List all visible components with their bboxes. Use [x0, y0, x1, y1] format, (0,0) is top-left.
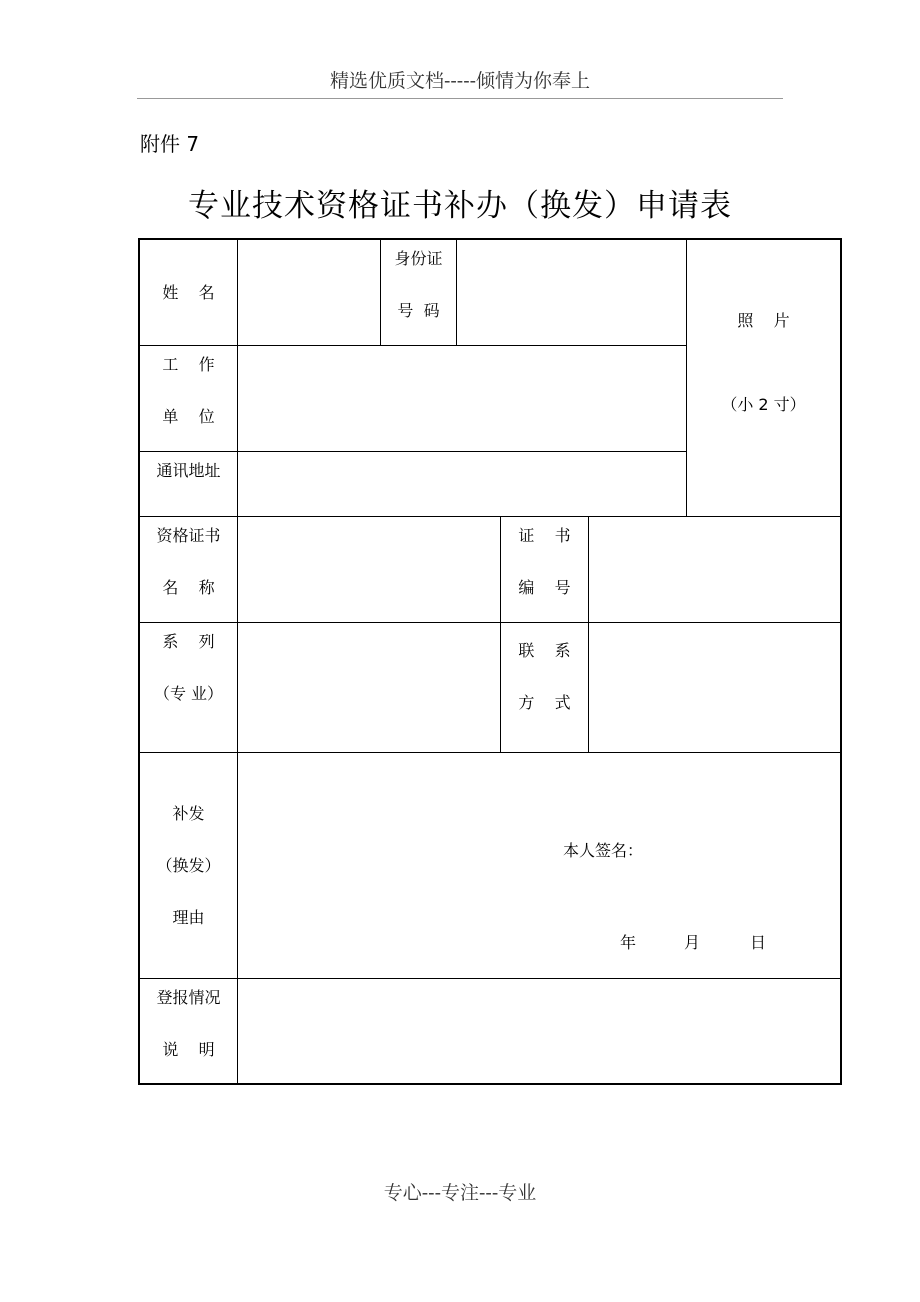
announcement-status-label-cell [140, 979, 237, 1083]
date-month-label: 月 [684, 933, 701, 952]
photo-cell [687, 240, 840, 516]
table-border-right [840, 238, 842, 1085]
table-border-bottom [138, 1083, 842, 1085]
series-label-cell [140, 623, 237, 752]
id-number-label-line1: 身份证 [394, 249, 443, 268]
page-header-text: 精选优质文档-----倾情为你奉上 [329, 70, 591, 92]
certificate-number-input[interactable] [589, 517, 840, 622]
series-label-line1: 系 列 [162, 632, 215, 651]
signature-label: 本人签名： [563, 841, 644, 860]
certificate-number-label-line1: 证 书 [518, 526, 571, 545]
announcement-status-label-line1: 登报情况 [156, 988, 221, 1007]
form-title: 专业技术资格证书补办（换发）申请表 [188, 188, 732, 224]
announcement-status-label-line2: 说 明 [162, 1040, 215, 1059]
photo-size-label: （小 2 寸） [721, 395, 806, 414]
announcement-status-input[interactable] [238, 979, 840, 1083]
certificate-number-label-line2: 编 号 [518, 578, 571, 597]
certificate-name-label-line1: 资格证书 [156, 526, 221, 545]
application-form-table [138, 238, 842, 1085]
certificate-name-label-cell [140, 517, 237, 622]
address-label-cell [140, 452, 237, 516]
work-unit-label-line2: 单 位 [162, 407, 215, 426]
reason-label-cell [140, 753, 237, 978]
certificate-name-input[interactable] [238, 517, 500, 622]
reason-label-line1: 补发 [172, 803, 205, 823]
id-number-input[interactable] [457, 240, 686, 345]
date-day-label: 日 [750, 933, 767, 952]
series-label-line2: （专 业） [153, 684, 224, 703]
name-label-cell [140, 240, 237, 345]
certificate-name-label-line2: 名 称 [162, 578, 215, 597]
contact-input[interactable] [589, 623, 840, 752]
reason-label-line2: （换发） [156, 855, 221, 875]
contact-label-line2: 方 式 [518, 693, 571, 712]
reason-label-line3: 理由 [172, 907, 205, 927]
name-input[interactable] [238, 240, 380, 345]
address-label: 通讯地址 [156, 461, 221, 480]
name-label: 姓 名 [162, 282, 215, 302]
work-unit-label-line1: 工 作 [162, 355, 215, 374]
certificate-number-label-cell [501, 517, 588, 622]
contact-label-cell [501, 623, 588, 752]
work-unit-label-cell [140, 346, 237, 451]
contact-label-line1: 联 系 [518, 641, 571, 660]
page-footer-text: 专心---专注---专业 [383, 1182, 537, 1204]
id-number-label-cell [381, 240, 456, 345]
id-number-label-line2: 号 码 [397, 301, 440, 320]
work-unit-input[interactable] [238, 346, 686, 451]
photo-label: 照 片 [737, 311, 790, 330]
address-input[interactable] [238, 452, 686, 516]
series-input[interactable] [238, 623, 500, 752]
header-rule [137, 98, 783, 99]
date-year-label: 年 [620, 933, 637, 952]
attachment-label: 附件 7 [140, 132, 200, 156]
